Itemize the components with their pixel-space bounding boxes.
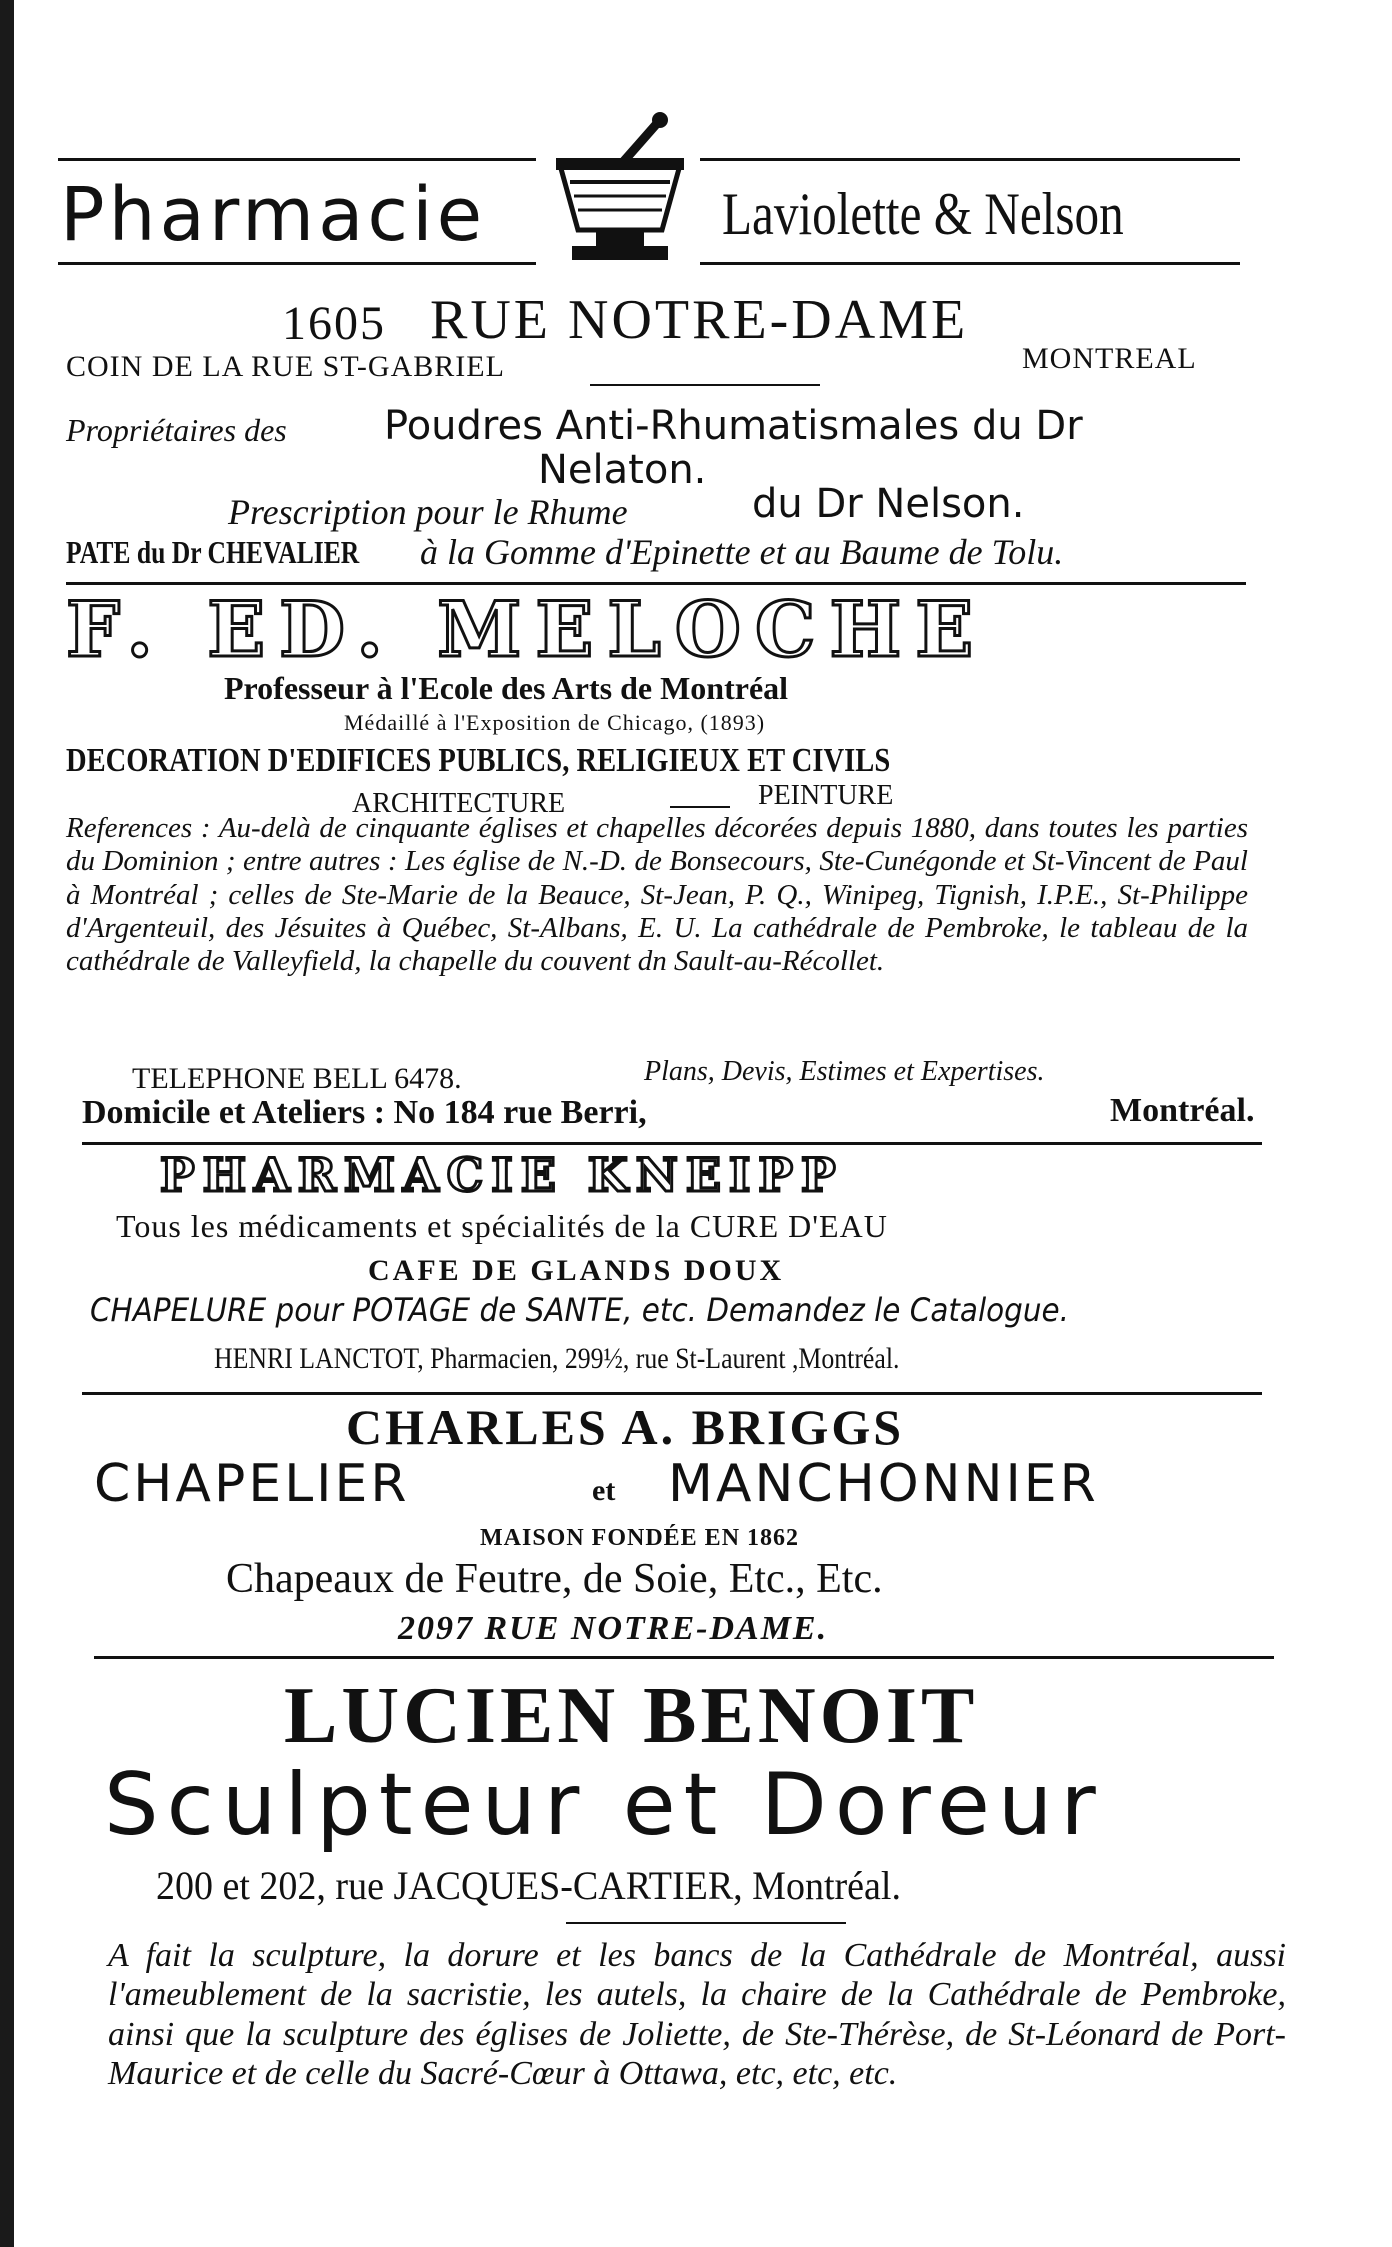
corner-street: COIN DE LA RUE ST-GABRIEL xyxy=(66,350,505,383)
rule xyxy=(566,1922,846,1924)
pharmacie-owners: Laviolette & Nelson xyxy=(722,181,1124,247)
benoit-title: Sculpteur et Doreur xyxy=(104,1755,1104,1855)
meloche-professor: Professeur à l'Ecole des Arts de Montréal xyxy=(224,670,789,706)
meloche-name: F. ED. MELOCHE xyxy=(66,585,988,674)
address-street: RUE NOTRE-DAME xyxy=(430,289,969,351)
city: MONTREAL xyxy=(1022,342,1197,375)
pharmacie-title: Pharmacie xyxy=(60,172,487,258)
rule xyxy=(58,158,536,161)
address-number: 1605 xyxy=(282,297,386,350)
meloche-references: References : Au-delà de cinquante églises et chapelles décorées depuis 1880, dans toutes les parties du Dominion ; entre autres : Les église de N.-D. de Bonsecours, Ste-Cunégonde et St-Vincent de Paul à Montréal ; celles de Ste-Marie de la Beauce, St-Jean, P. Q., Winipeg, Tignish, I.P.E., St-Philippe d'Argenteuil, des Jésuites à Québec, St-Albans, E. U. La cathédrale de Pembroke, le tableau de la cathédrale de Valleyfield, la chapelle du couvent dn Sault-au-Récollet. xyxy=(66,812,1248,978)
page-edge xyxy=(0,0,14,2247)
line-poudres: Poudres Anti-Rhumatismales du Dr xyxy=(384,403,1083,449)
benoit-address: 200 et 202, rue JACQUES-CARTIER, Montréal. xyxy=(156,1863,901,1908)
briggs-manchonnier: MANCHONNIER xyxy=(668,1454,1099,1514)
rule xyxy=(82,1142,1262,1145)
line-gomme: à la Gomme d'Epinette et au Baume de Tolu. xyxy=(420,532,1064,572)
rule xyxy=(590,384,820,386)
meloche-decoration: DECORATION D'EDIFICES PUBLICS, RELIGIEUX ET CIVILS xyxy=(66,742,891,779)
rule xyxy=(82,1392,1262,1395)
line-nelaton: Nelaton. xyxy=(538,447,707,493)
briggs-founded: MAISON FONDÉE EN 1862 xyxy=(480,1525,800,1551)
line-pate: PATE du Dr CHEVALIER xyxy=(66,534,360,570)
meloche-domicile: Domicile et Ateliers : No 184 rue Berri, xyxy=(82,1094,647,1131)
briggs-name: CHARLES A. BRIGGS xyxy=(346,1399,905,1455)
briggs-hats: Chapeaux de Feutre, de Soie, Etc., Etc. xyxy=(226,1556,883,1602)
meloche-medal: Médaillé à l'Exposition de Chicago, (1893) xyxy=(344,710,766,735)
meloche-city: Montréal. xyxy=(1110,1092,1255,1129)
briggs-address: 2097 RUE NOTRE-DAME. xyxy=(398,1610,829,1647)
meloche-peinture: PEINTURE xyxy=(758,780,894,811)
rule xyxy=(670,806,730,808)
rule xyxy=(58,262,536,265)
benoit-name: LUCIEN BENOIT xyxy=(284,1672,979,1760)
meloche-plans: Plans, Devis, Estimes et Expertises. xyxy=(644,1056,1045,1087)
benoit-description: A fait la sculpture, la dorure et les bancs de la Cathédrale de Montréal, aussi l'ameublement de la sacristie, les autels, la chaire de la Cathédrale de Pembroke, ainsi que la sculpture des églises de Joliette, de Ste-Thérèse, de St-Léonard de Port-Maurice et de celle du Sacré-Cœur à Ottawa, etc, etc, etc. xyxy=(108,1937,1286,2093)
line-dr-nelson: du Dr Nelson. xyxy=(752,481,1025,527)
rule xyxy=(700,262,1240,265)
rule xyxy=(700,158,1240,161)
kneipp-title: PHARMACIE KNEIPP xyxy=(160,1148,844,1202)
meloche-architecture: ARCHITECTURE xyxy=(352,788,566,819)
mortar-and-pestle-icon xyxy=(550,110,690,280)
line-prescription: Prescription pour le Rhume xyxy=(228,492,628,532)
briggs-chapelier: CHAPELIER xyxy=(94,1454,410,1514)
briggs-et: et xyxy=(592,1474,616,1507)
kneipp-line4: HENRI LANCTOT, Pharmacien, 299½, rue St-Laurent ,Montréal. xyxy=(214,1342,900,1375)
kneipp-line2: CAFE DE GLANDS DOUX xyxy=(368,1254,785,1287)
kneipp-line3: CHAPELURE pour POTAGE de SANTE, etc. Demandez le Catalogue. xyxy=(90,1291,1069,1329)
meloche-telephone: TELEPHONE BELL 6478. xyxy=(132,1062,462,1095)
rule xyxy=(94,1656,1274,1659)
kneipp-line1: Tous les médicaments et spécialités de la CURE D'EAU xyxy=(116,1208,888,1244)
line-proprietaires: Propriétaires des xyxy=(66,412,287,448)
